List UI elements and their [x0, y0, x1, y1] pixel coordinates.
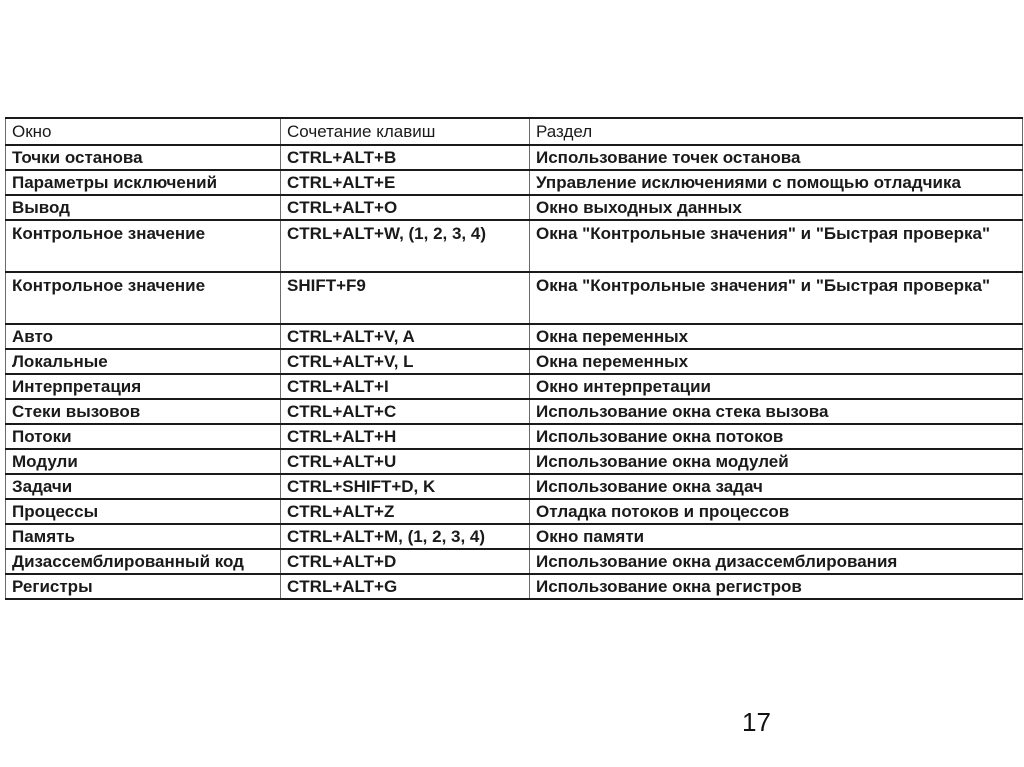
- cell-shortcut: CTRL+ALT+V, L: [281, 349, 530, 374]
- cell-section: Окно выходных данных: [530, 195, 1023, 220]
- cell-section: Окна "Контрольные значения" и "Быстрая проверка": [530, 272, 1023, 324]
- cell-window: Локальные: [6, 349, 281, 374]
- cell-section: Отладка потоков и процессов: [530, 499, 1023, 524]
- cell-window: Дизассемблированный код: [6, 549, 281, 574]
- cell-window: Точки останова: [6, 145, 281, 170]
- cell-section: Окна "Контрольные значения" и "Быстрая проверка": [530, 220, 1023, 272]
- cell-shortcut: CTRL+ALT+C: [281, 399, 530, 424]
- cell-window: Процессы: [6, 499, 281, 524]
- table-row: [6, 374, 1023, 399]
- shortcuts-table: [5, 117, 1023, 600]
- table-row: [6, 145, 1023, 170]
- cell-section: Окно интерпретации: [530, 374, 1023, 399]
- table-row: [6, 170, 1023, 195]
- cell-section: Использование окна потоков: [530, 424, 1023, 449]
- cell-section: Использование точек останова: [530, 145, 1023, 170]
- table-row: [6, 499, 1023, 524]
- cell-window: Задачи: [6, 474, 281, 499]
- table-row: [6, 220, 1023, 272]
- cell-section: Окна переменных: [530, 349, 1023, 374]
- table-row: [6, 449, 1023, 474]
- cell-section: Использование окна задач: [530, 474, 1023, 499]
- cell-window: Память: [6, 524, 281, 549]
- cell-shortcut: CTRL+ALT+G: [281, 574, 530, 599]
- cell-window: Модули: [6, 449, 281, 474]
- cell-section: Управление исключениями с помощью отладчика: [530, 170, 1023, 195]
- cell-section: Использование окна стека вызова: [530, 399, 1023, 424]
- page-number: 17: [742, 707, 771, 737]
- table-row: [6, 524, 1023, 549]
- cell-shortcut: CTRL+ALT+D: [281, 549, 530, 574]
- table-row: [6, 474, 1023, 499]
- cell-shortcut: CTRL+ALT+Z: [281, 499, 530, 524]
- cell-shortcut: SHIFT+F9: [281, 272, 530, 324]
- cell-shortcut: CTRL+ALT+W, (1, 2, 3, 4): [281, 220, 530, 272]
- table-row: [6, 399, 1023, 424]
- cell-shortcut: CTRL+ALT+B: [281, 145, 530, 170]
- header-section: Раздел: [530, 118, 1023, 145]
- cell-shortcut: CTRL+ALT+U: [281, 449, 530, 474]
- cell-section: Использование окна дизассемблирования: [530, 549, 1023, 574]
- table-row: [6, 272, 1023, 324]
- table-row: [6, 195, 1023, 220]
- cell-window: Стеки вызовов: [6, 399, 281, 424]
- cell-window: Контрольное значение: [6, 220, 281, 272]
- cell-shortcut: CTRL+ALT+E: [281, 170, 530, 195]
- table-header-row: [6, 118, 1023, 145]
- cell-window: Интерпретация: [6, 374, 281, 399]
- cell-section: Окно памяти: [530, 524, 1023, 549]
- table-row: [6, 424, 1023, 449]
- cell-shortcut: CTRL+ALT+H: [281, 424, 530, 449]
- cell-section: Использование окна модулей: [530, 449, 1023, 474]
- cell-shortcut: CTRL+ALT+I: [281, 374, 530, 399]
- cell-window: Контрольное значение: [6, 272, 281, 324]
- cell-shortcut: CTRL+ALT+O: [281, 195, 530, 220]
- cell-window: Авто: [6, 324, 281, 349]
- cell-window: Параметры исключений: [6, 170, 281, 195]
- cell-section: Окна переменных: [530, 324, 1023, 349]
- cell-window: Вывод: [6, 195, 281, 220]
- cell-section: Использование окна регистров: [530, 574, 1023, 599]
- cell-shortcut: CTRL+ALT+V, A: [281, 324, 530, 349]
- cell-window: Потоки: [6, 424, 281, 449]
- table-row: [6, 574, 1023, 599]
- header-shortcut: Сочетание клавиш: [281, 118, 530, 145]
- table-row: [6, 349, 1023, 374]
- header-window: Окно: [6, 118, 281, 145]
- cell-shortcut: CTRL+ALT+M, (1, 2, 3, 4): [281, 524, 530, 549]
- table-row: [6, 324, 1023, 349]
- cell-shortcut: CTRL+SHIFT+D, K: [281, 474, 530, 499]
- table-row: [6, 549, 1023, 574]
- cell-window: Регистры: [6, 574, 281, 599]
